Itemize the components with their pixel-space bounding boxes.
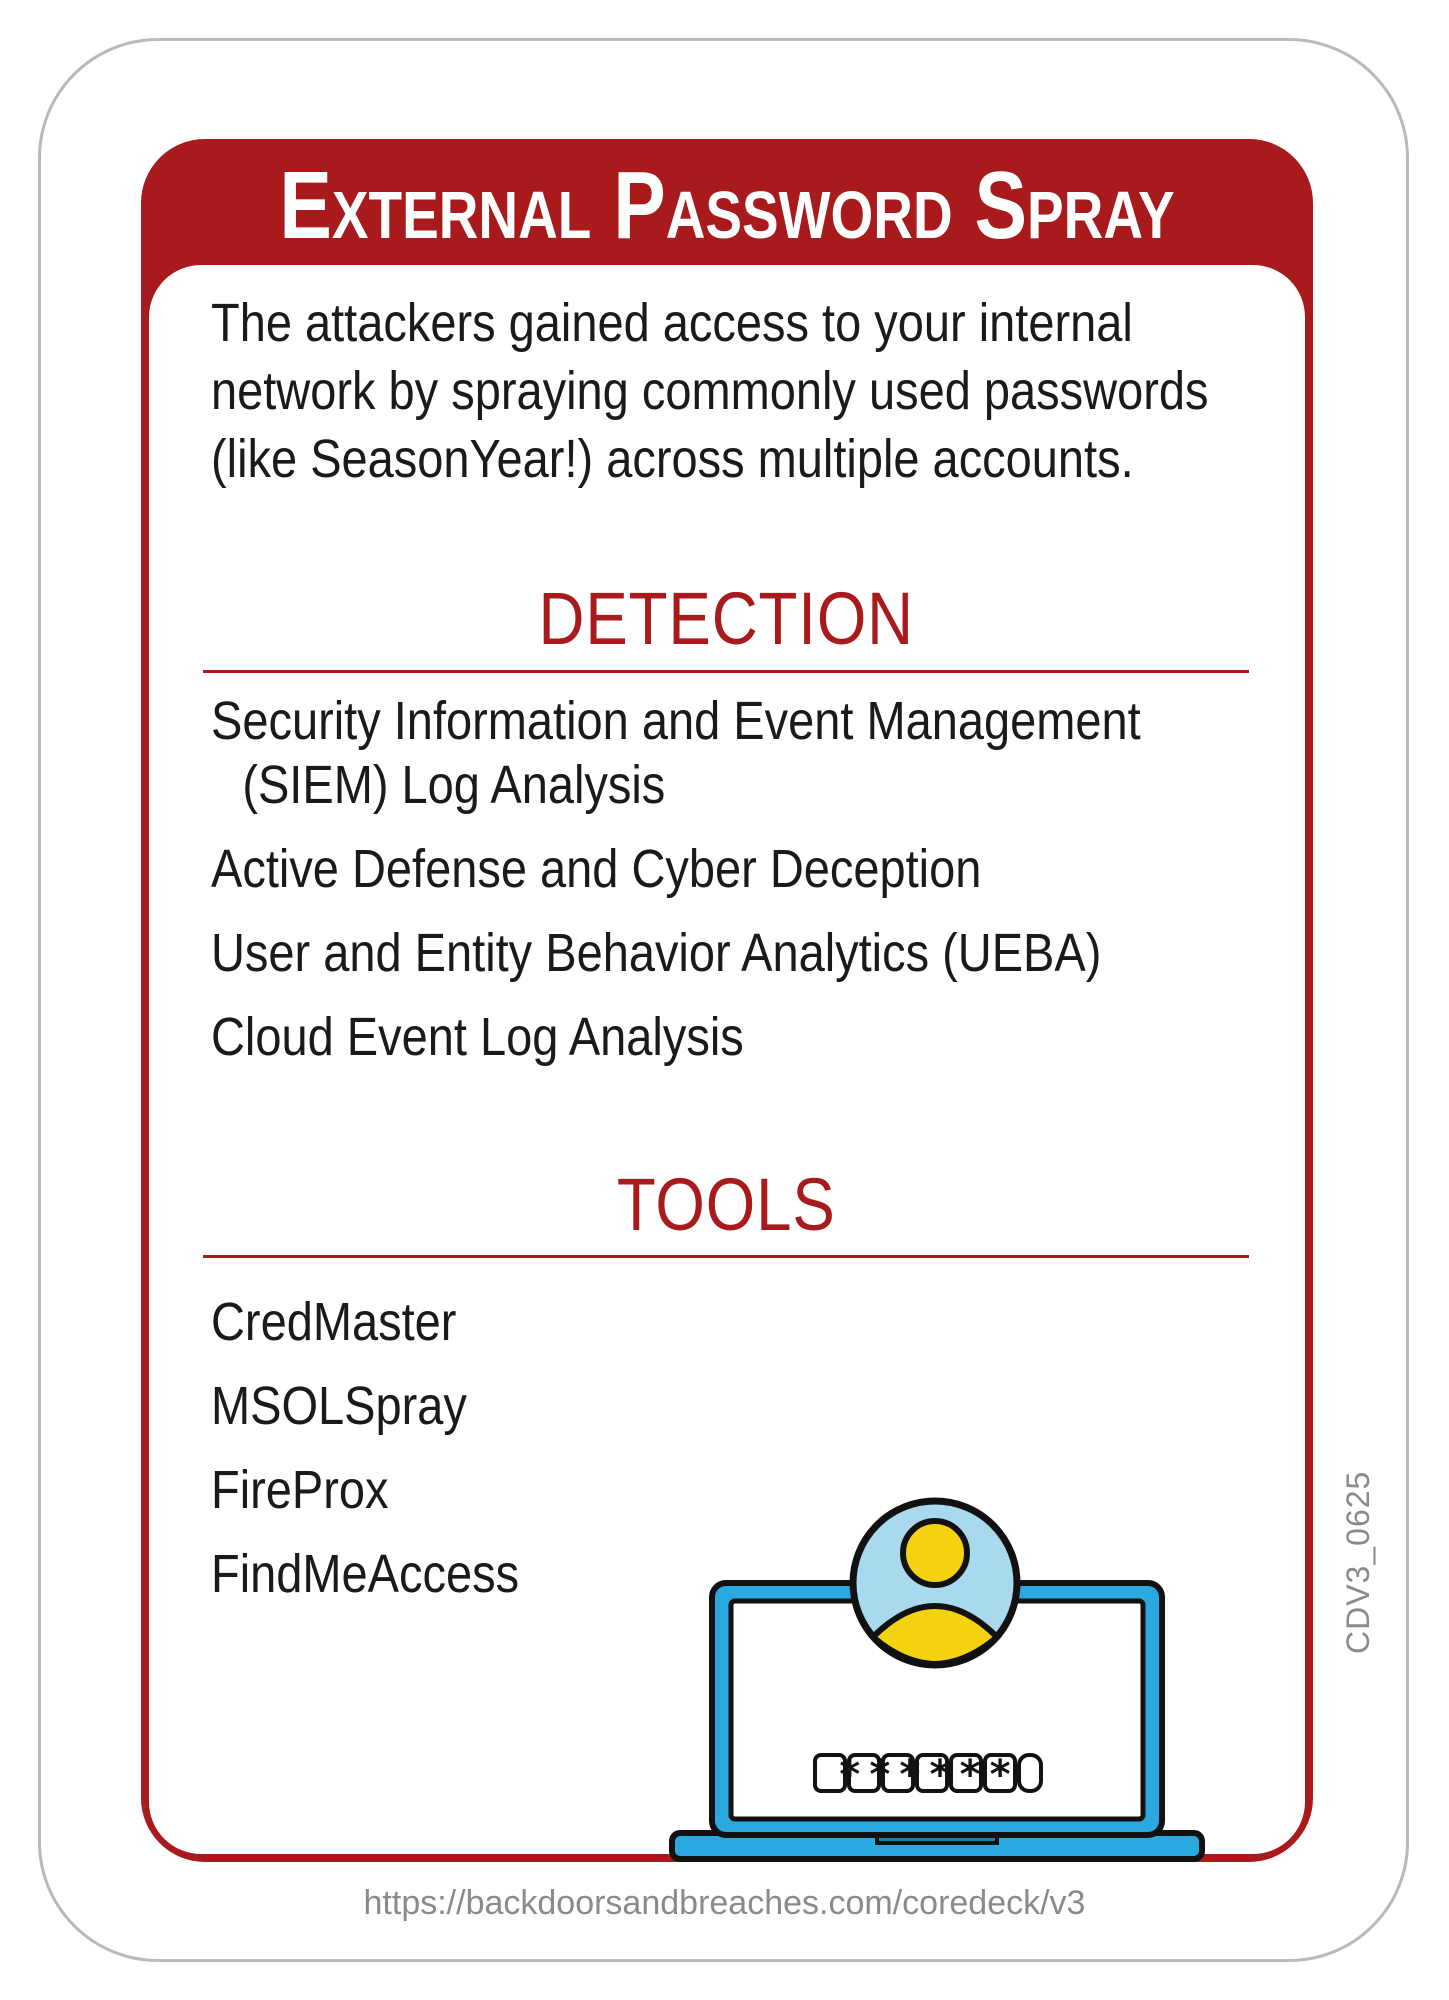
password-text: ****** [837,1752,1019,1798]
tools-list [211,1289,519,1625]
card-description: The attackers gained access to your internal network by spraying commonly used passwords (like SeasonYear!) across multiple accounts. [211,293,1209,489]
tools-heading: TOOLS [616,1163,836,1246]
card-frame [141,139,1313,1862]
card-code: CDV3_0625 [1340,1470,1376,1654]
detection-divider [203,670,1249,673]
list-item: FindMeAccess [211,1544,520,1604]
avatar-head [903,1521,967,1585]
list-item: User and Entity Behavior Analytics (UEBA) [211,923,1102,983]
detection-heading: DETECTION [538,577,914,660]
list-item: Cloud Event Log Analysis [211,1007,744,1067]
tools-divider [203,1255,1249,1258]
list-item: Active Defense and Cyber Deception [211,839,982,899]
card-title: External Password Spray [279,152,1175,259]
card-url: https://backdoorsandbreaches.com/coredeck/v3 [363,1884,1086,1922]
laptop-login-icon [667,1487,1207,1887]
password-cursor-box [1019,1755,1041,1791]
detection-list [211,689,1243,1089]
list-item: FireProx [211,1460,389,1520]
card-body [149,265,1305,1854]
list-item: MSOLSpray [211,1376,467,1436]
list-item: Security Information and Event Management (SIEM) Log Analysis [211,691,1141,815]
list-item: CredMaster [211,1292,457,1352]
